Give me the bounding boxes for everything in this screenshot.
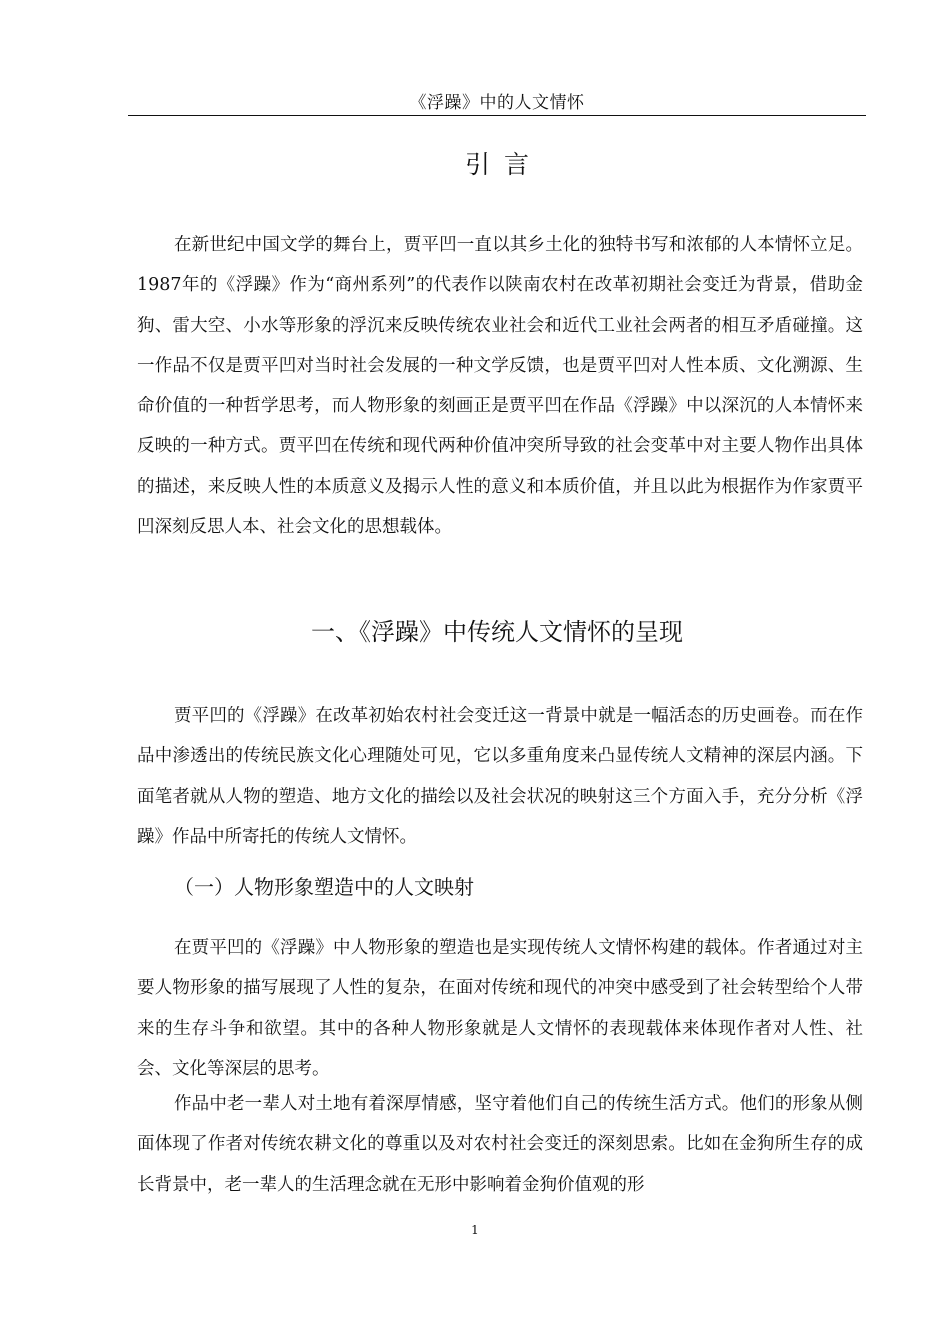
subsection-paragraph-1: 在贾平凹的《浮躁》中人物形象的塑造也是实现传统人文情怀构建的载体。作者通过对主要人物形象的描写展现了人性的复杂，在面对传统和现代的冲突中感受到了社会转型给个人带来的生存斗争和欲望。其中的各种人物形象就是人文情怀的表现载体来体现作者对人性、社会、文化等深层的思考。: [137, 938, 863, 1079]
section-heading: 一、《浮躁》中传统人文情怀的呈现: [311, 618, 683, 646]
section-paragraph: 贾平凹的《浮躁》在改革初始农村社会变迁这一背景中就是一幅活态的历史画卷。而在作品中渗透出的传统民族文化心理随处可见，它以多重角度来凸显传统人文精神的深层内涵。下面笔者就从人物的塑造、地方文化的描绘以及社会状况的映射这三个方面入手，充分分析《浮躁》作品中所寄托的传统人文情怀。: [137, 706, 863, 847]
subsection-paragraph-2: 作品中老一辈人对土地有着深厚情感，坚守着他们自己的传统生活方式。他们的形象从侧面体现了作者对传统农耕文化的尊重以及对农村社会变迁的深刻思索。比如在金狗所生存的成长背景中，老一辈人的生活理念就在无形中影响着金狗价值观的形: [137, 1094, 863, 1195]
intro-title: 引言: [464, 150, 543, 179]
header-rule: [128, 115, 866, 116]
running-header: 《浮躁》中的人文情怀: [409, 93, 585, 113]
page-number: 1: [471, 1223, 479, 1237]
subsection-heading: （一）人物形象塑造中的人文映射: [174, 875, 474, 899]
intro-paragraph: 在新世纪中国文学的舞台上，贾平凹一直以其乡土化的独特书写和浓郁的人本情怀立足。1987年的《浮躁》作为“商州系列”的代表作以陕南农村在改革初期社会变迁为背景，借助金狗、雷大空、小水等形象的浮沉来反映传统农业社会和近代工业社会两者的相互矛盾碰撞。这一作品不仅是贾平凹对当时社会发展的一种文学反馈，也是贾平凹对人性本质、文化溯源、生命价值的一种哲学思考，而人物形象的刻画正是贾平凹在作品《浮躁》中以深沉的人本情怀来反映的一种方式。贾平凹在传统和现代两种价值冲突所导致的社会变革中对主要人物作出具体的描述，来反映人性的本质意义及揭示人性的意义和本质价值，并且以此为根据作为作家贾平凹深刻反思人本、社会文化的思想载体。: [137, 235, 863, 538]
